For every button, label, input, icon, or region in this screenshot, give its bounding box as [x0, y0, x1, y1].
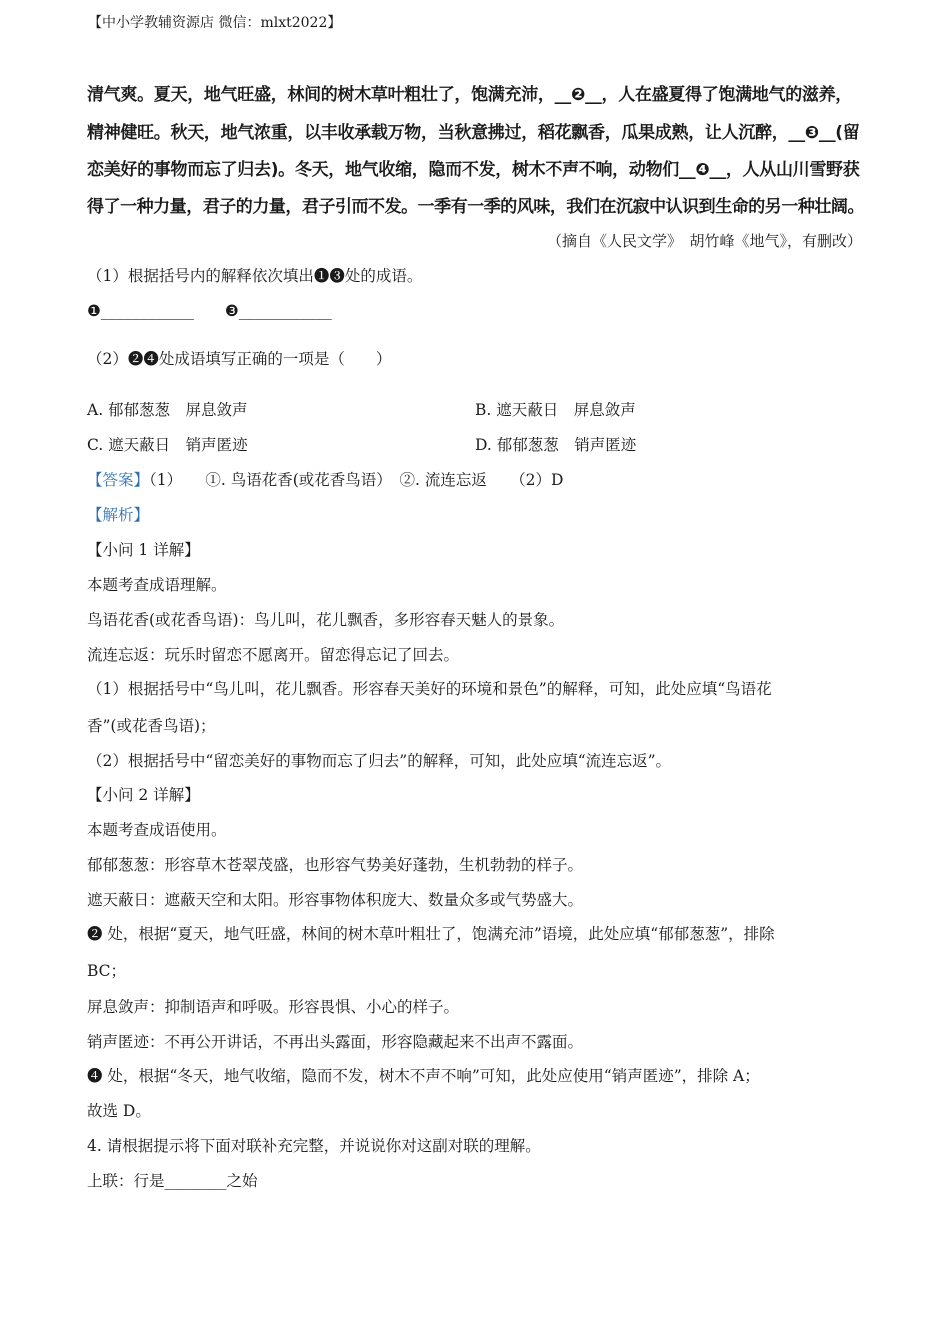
explanation-line-7: （2）根据括号中“留恋美好的事物而忘了归去”的解释，可知，此处应填“流连忘返”。 [87, 752, 672, 770]
answer-line [87, 468, 563, 490]
explanation-line-17: 故选 D。 [87, 1102, 151, 1120]
explanation-line-2: 本题考查成语理解。 [87, 576, 227, 594]
answer-tag: 【答案】 [87, 471, 150, 489]
choice-b: B. 遮天蔽日 屏息敛声 [475, 401, 636, 419]
explanation-line-16: ❹ 处，根据“冬天，地气收缩，隐而不发，树木不声不响”可知，此处应使用“销声匿迹”，排除 A； [87, 1067, 760, 1085]
choice-a: A. 郁郁葱葱 屏息敛声 [87, 401, 248, 419]
explanation-line-5: （1）根据括号中“鸟儿叫，花儿飘香。形容春天美好的环境和景色”的解释，可知，此处应填“鸟语花 [87, 680, 772, 698]
question-4: 4. 请根据提示将下面对联补充完整，并说说你对这副对联的理解。 [87, 1137, 541, 1155]
page-header: 【中小学教辅资源店 微信：mlxt2022】 [88, 15, 342, 31]
explanation-line-10: 郁郁葱葱：形容草木苍翠茂盛，也形容气势美好蓬勃，生机勃勃的样子。 [87, 856, 584, 874]
answer-text: （1） ①. 鸟语花香(或花香鸟语） ②. 流连忘返 （2）D [149, 471, 564, 489]
passage-line-1: 清气爽。夏天，地气旺盛，林间的树木草叶粗壮了，饱满充沛，__❷__，人在盛夏得了饱满地气的滋养， [87, 85, 852, 105]
question-2: （2）❷❹处成语填写正确的一项是（ ） [87, 350, 392, 368]
passage-line-3: 恋美好的事物而忘了归去)。冬天，地气收缩，隐而不发，树木不声不响，动物们__❹__，人从山川雪野获 [87, 160, 860, 180]
explanation-line-14: 屏息敛声：抑制语声和呼吸。形容畏惧、小心的样子。 [87, 998, 460, 1016]
explanation-line-12: ❷ 处，根据“夏天，地气旺盛，林间的树木草叶粗壮了，饱满充沛”语境，此处应填“郁郁葱葱”，排除 [87, 925, 775, 943]
explanation-line-1: 【小问 1 详解】 [87, 541, 200, 559]
question-4-couplet: 上联：行是________之始 [87, 1172, 258, 1190]
explanation-line-9: 本题考查成语使用。 [87, 821, 227, 839]
explanation-line-4: 流连忘返：玩乐时留恋不愿离开。留恋得忘记了回去。 [87, 646, 460, 664]
explanation-line-3: 鸟语花香(或花香鸟语)：鸟儿叫，花儿飘香，多形容春天魅人的景象。 [87, 611, 565, 629]
passage-source: （摘自《人民文学》 胡竹峰《地气》，有删改） [546, 232, 862, 250]
explanation-line-11: 遮天蔽日：遮蔽天空和太阳。形容事物体积庞大、数量众多或气势盛大。 [87, 891, 584, 909]
analysis-tag: 【解析】 [87, 506, 150, 524]
question-1: （1）根据括号内的解释依次填出❶❸处的成语。 [87, 267, 423, 285]
choice-d: D. 郁郁葱葱 销声匿迹 [475, 436, 637, 454]
explanation-line-6: 香”(或花香鸟语)； [87, 717, 216, 735]
explanation-line-15: 销声匿迹：不再公开讲话，不再出头露面，形容隐藏起来不出声不露面。 [87, 1033, 584, 1051]
passage-line-4: 得了一种力量，君子的力量，君子引而不发。一季有一季的风味，我们在沉寂中认识到生命的另一种壮阔。 [87, 197, 864, 217]
choice-c: C. 遮天蔽日 销声匿迹 [87, 436, 248, 454]
explanation-line-13: BC； [87, 962, 127, 980]
passage-line-2: 精神健旺。秋天，地气浓重，以丰收承载万物，当秋意拂过，稻花飘香，瓜果成熟，让人沉醉，__❸__(留 [87, 123, 860, 143]
question-1-blanks: ❶____________ ❸____________ [87, 302, 332, 320]
explanation-line-8: 【小问 2 详解】 [87, 786, 200, 804]
